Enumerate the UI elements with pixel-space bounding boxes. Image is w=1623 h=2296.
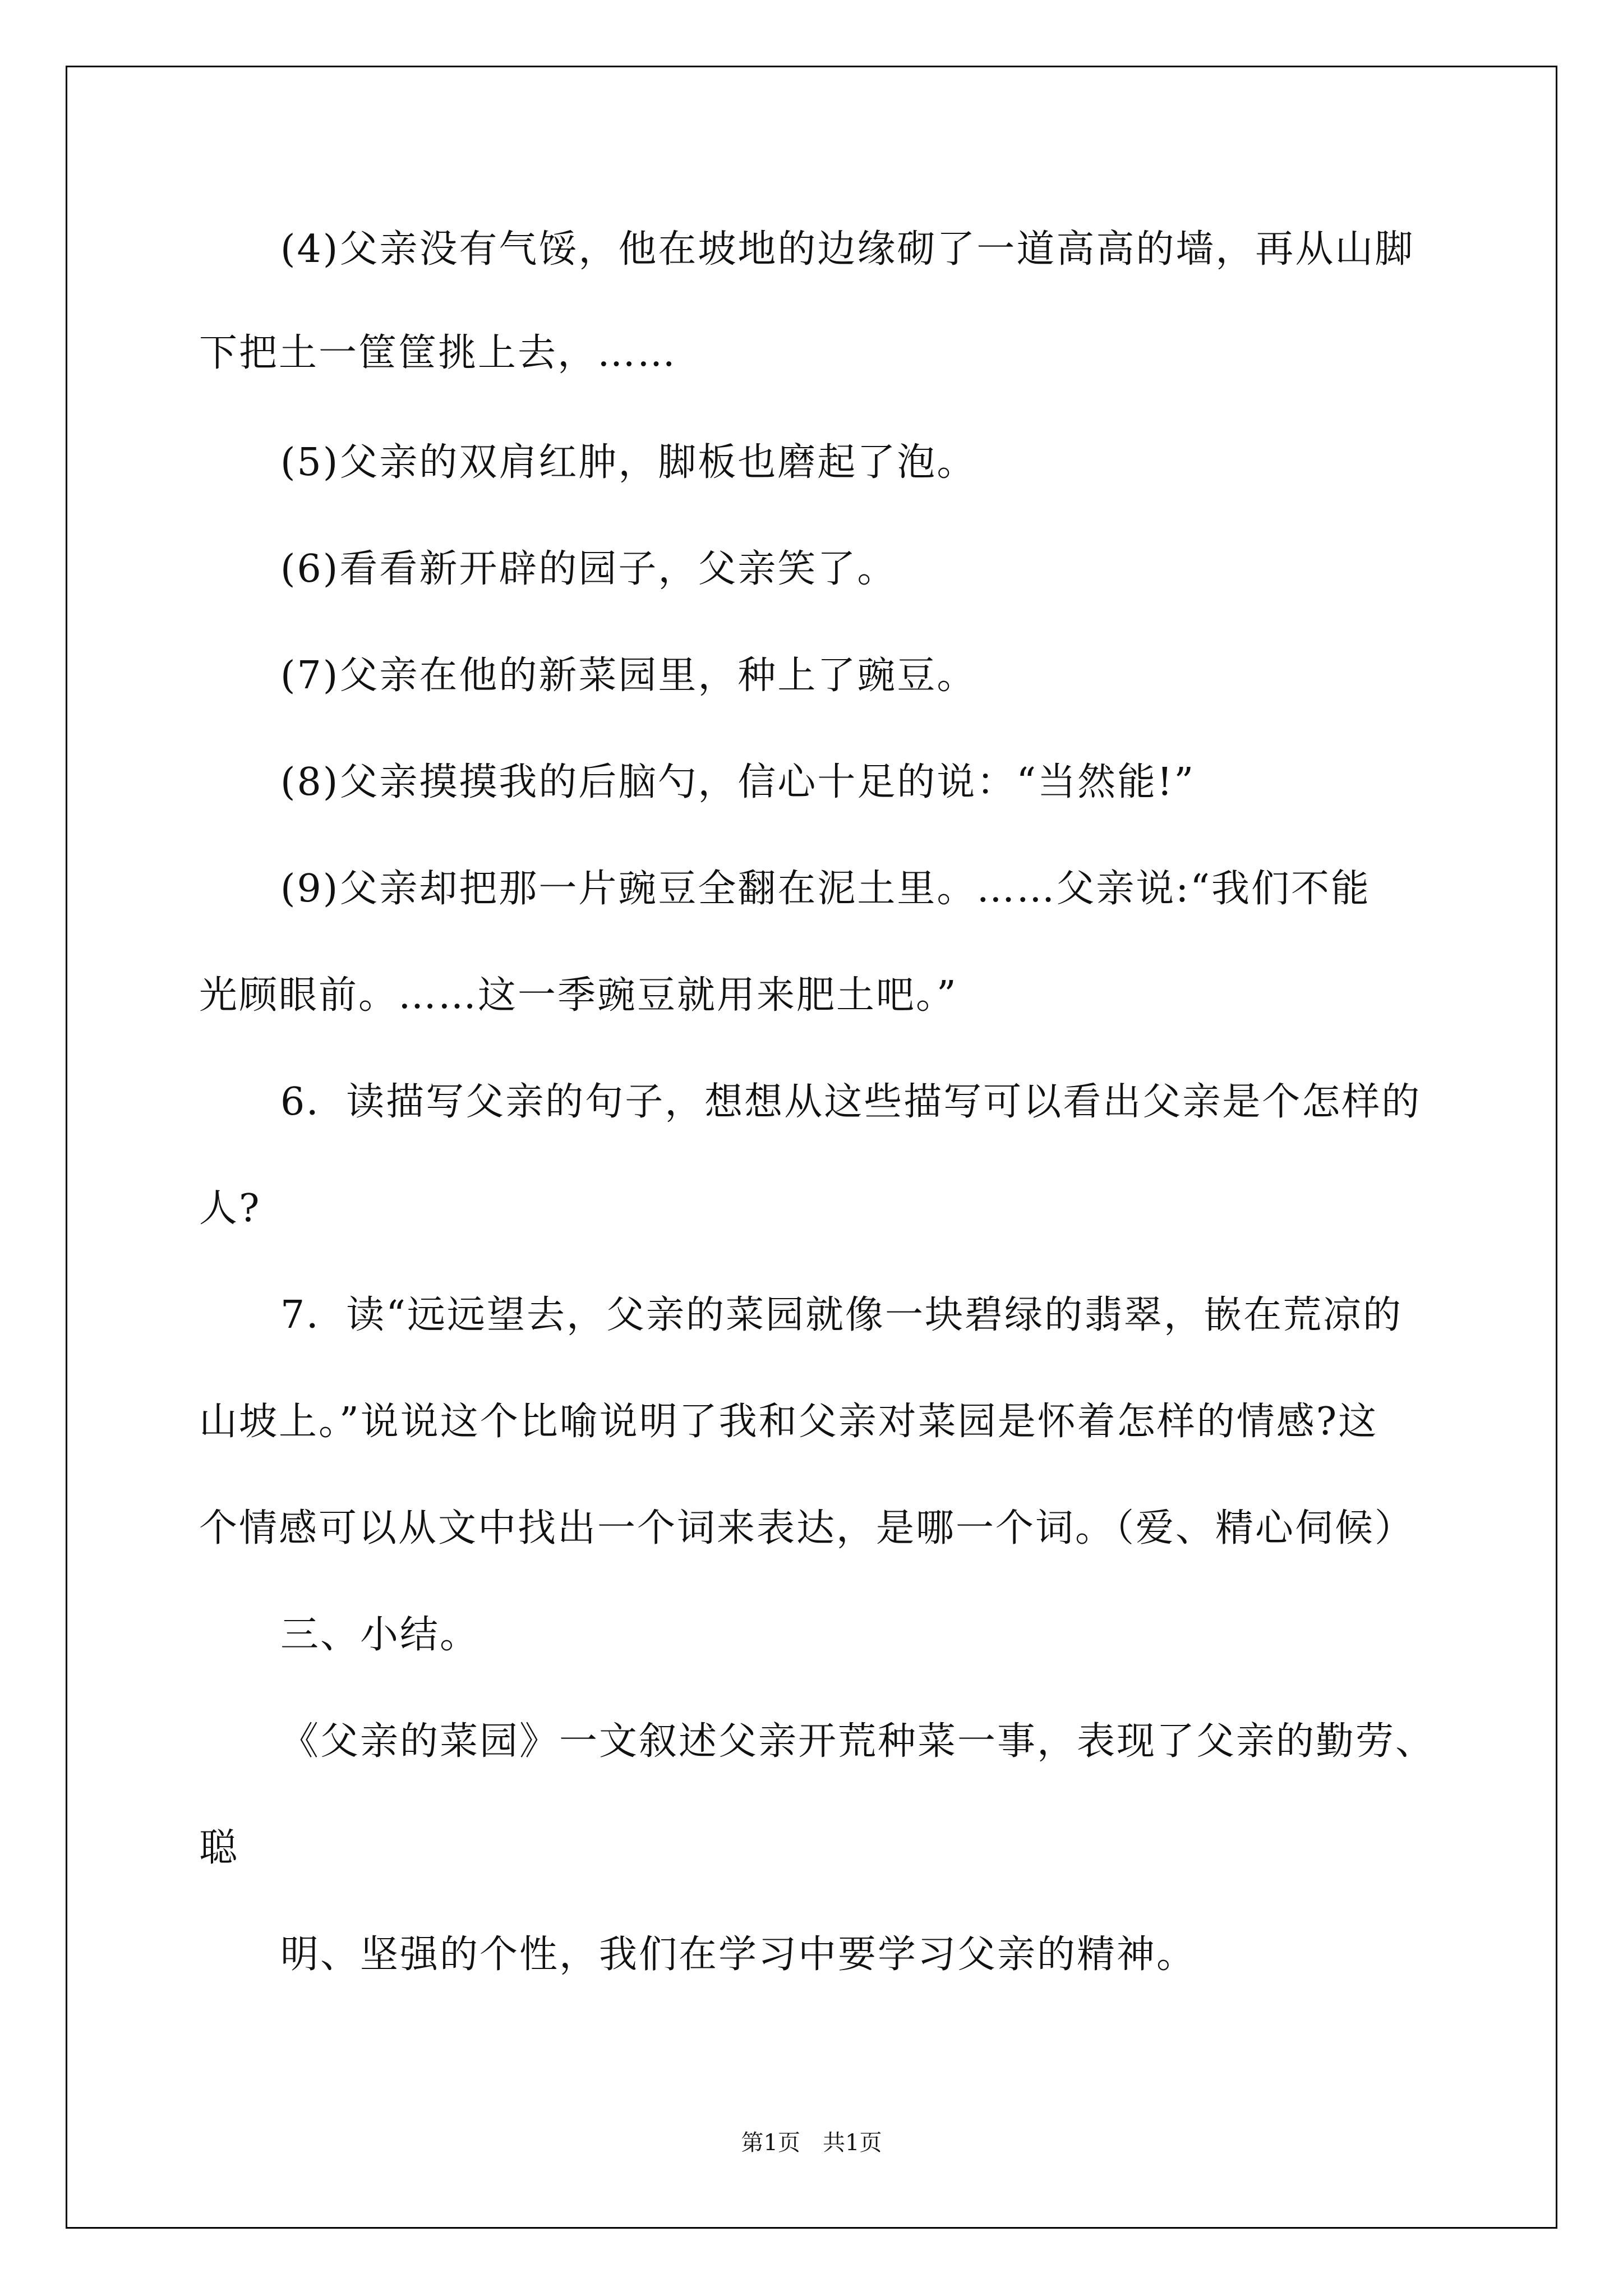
- page-border: [66, 66, 1557, 2229]
- text-line: 聪: [199, 1826, 239, 1870]
- text-line: 光顾眼前。……这一季豌豆就用来肥土吧。”: [199, 973, 958, 1018]
- text-line: 明、坚强的个性，我们在学习中要学习父亲的精神。: [280, 1932, 1197, 1977]
- text-line: (8)父亲摸摸我的后脑勺，信心十足的说：“当然能!”: [280, 760, 1196, 804]
- text-line: 《父亲的菜园》一文叙述父亲开荒种菜一事，表现了父亲的勤劳、: [280, 1719, 1436, 1764]
- section-heading: 三、小结。: [280, 1613, 480, 1657]
- page-footer: 第1页 共1页: [741, 2130, 882, 2156]
- text-line: 山坡上。”说说这个比喻说明了我和父亲对菜园是怀着怎样的情感?这: [199, 1400, 1378, 1444]
- text-line: (4)父亲没有气馁，他在坡地的边缘砌了一道高高的墙，再从山脚: [280, 227, 1415, 272]
- text-line: 人?: [199, 1186, 261, 1231]
- text-line: (5)父亲的双肩红肿，脚板也磨起了泡。: [280, 440, 977, 485]
- text-line: 下把土一筐筐挑上去，……: [199, 331, 677, 375]
- text-line: 7．读“远远望去，父亲的菜园就像一块碧绿的翡翠，嵌在荒凉的: [280, 1293, 1403, 1337]
- text-line: 个情感可以从文中找出一个词来表达，是哪一个词。（爱、精心伺候）: [199, 1506, 1415, 1550]
- text-line: 6．读描写父亲的句子，想想从这些描写可以看出父亲是个怎样的: [280, 1080, 1422, 1124]
- text-line: (7)父亲在他的新菜园里，种上了豌豆。: [280, 654, 977, 698]
- text-line: (9)父亲却把那一片豌豆全翻在泥土里。……父亲说:“我们不能: [280, 867, 1371, 911]
- text-line: (6)看看新开辟的园子，父亲笑了。: [280, 547, 897, 591]
